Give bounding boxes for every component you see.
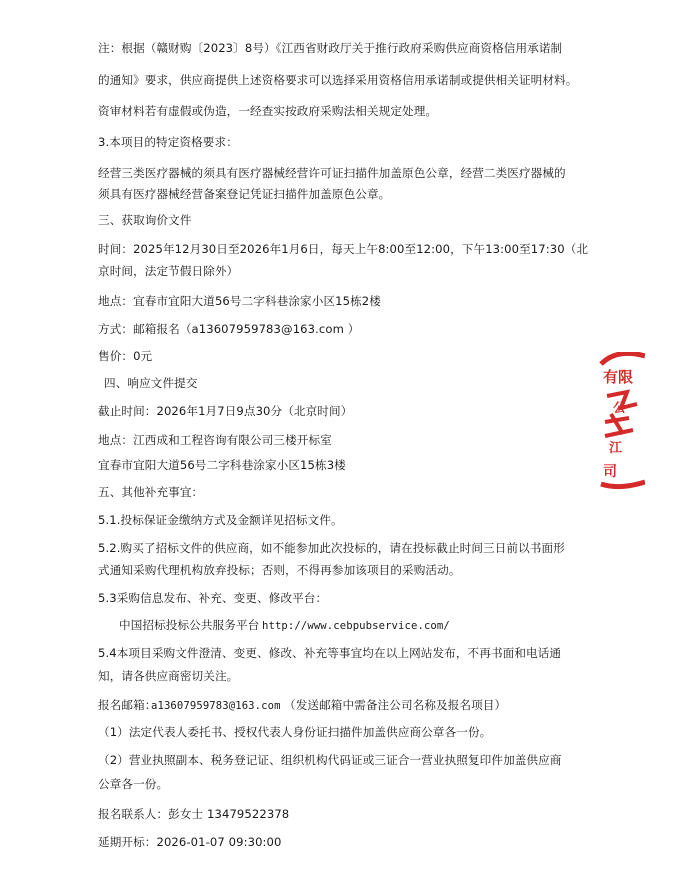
svg-text:公: 公 bbox=[613, 401, 627, 416]
deadline-line: 截止时间：2026年1月7日9点30分（北京时间） bbox=[98, 404, 353, 418]
requirement-2-line-1: （2）营业执照副本、税务登记证、组织机构代码证或三证合一营业执照复印件加盖供应商 bbox=[98, 753, 562, 767]
svg-text:司: 司 bbox=[603, 464, 617, 480]
platform-name: 中国招标投标公共服务平台 bbox=[119, 618, 260, 632]
section-heading-get-docs: 三、获取询价文件 bbox=[98, 213, 192, 227]
requirement-2-line-2: 公章各一份。 bbox=[98, 777, 169, 791]
requirement-line-1: 经营三类医疗器械的须具有医疗器械经营许可证扫描件加盖原色公章，经营二类医疗器械的 bbox=[98, 166, 566, 180]
time-line-2: 京时间，法定节假日除外） bbox=[98, 264, 239, 278]
note-line-1: 注：根据（赣财购〔2023〕8号）《江西省财政厅关于推行政府采购供应商资格信用承诺制 bbox=[98, 41, 563, 55]
item-5-3: 5.3采购信息发布、补充、变更、修改平台： bbox=[98, 591, 328, 605]
item-5-1: 5.1.投标保证金缴纳方式及金额详见招标文件。 bbox=[98, 513, 343, 527]
item-5-4-line-2: 知，请各供应商密切关注。 bbox=[98, 669, 239, 683]
section-3-heading: 3.本项目的特定资格要求： bbox=[98, 135, 238, 149]
company-seal-stamp bbox=[597, 352, 645, 490]
note-line-3: 资审材料若有虚假或伪造，一经查实按政府采购法相关规定处理。 bbox=[98, 104, 438, 118]
svg-text:有限: 有限 bbox=[603, 368, 634, 386]
platform-url[interactable]: http://www.cebpubservice.com/ bbox=[262, 620, 450, 632]
note-line-2: 的通知》要求，供应商提供上述资格要求可以选择采用资格信用承诺制或提供相关证明材料。 bbox=[98, 73, 578, 87]
method-line: 方式：邮箱报名（a13607959783@163.com ） bbox=[98, 322, 360, 336]
signup-email-note: （发送邮箱中需备注公司名称及报名项目） bbox=[284, 698, 507, 712]
section-heading-other: 五、其他补充事宜： bbox=[98, 485, 204, 499]
signup-email-address[interactable]: a13607959783@163.com bbox=[151, 700, 281, 712]
company-seal-icon bbox=[597, 352, 645, 490]
svg-text:江: 江 bbox=[609, 441, 623, 456]
item-5-4-line-1: 5.4本项目采购文件澄清、变更、修改、补充等事宜均在以上网站发布，不再书面和电话通 bbox=[98, 646, 562, 660]
contact-line: 报名联系人：彭女士 13479522378 bbox=[98, 807, 290, 821]
signup-email-label: 报名邮箱： bbox=[98, 698, 157, 712]
location-line: 地点：宜春市宜阳大道56号二字科巷涂家小区15栋2楼 bbox=[98, 294, 381, 308]
requirement-1: （1）法定代表人委托书、授权代表人身份证扫描件加盖供应商公章各一份。 bbox=[98, 725, 492, 739]
time-line-1: 时间：2025年12月30日至2026年1月6日，每天上午8:00至12:00，下午13:00至17:30（北 bbox=[98, 242, 589, 256]
item-5-2-line-2: 式通知采购代理机构放弃投标；否则，不得再参加该项目的采购活动。 bbox=[98, 563, 461, 577]
price-line: 售价：0元 bbox=[98, 349, 153, 363]
delayed-opening-line: 延期开标：2026-01-07 09:30:00 bbox=[98, 835, 282, 849]
submit-location-line: 地点：江西成和工程咨询有限公司三楼开标室 bbox=[98, 433, 332, 447]
submit-address-line: 宜春市宜阳大道56号二字科巷涂家小区15栋3楼 bbox=[98, 458, 346, 472]
section-heading-submit: 四、响应文件提交 bbox=[104, 376, 198, 390]
item-5-2-line-1: 5.2.购买了招标文件的供应商，如不能参加此次投标的，请在投标截止时间三日前以书面形 bbox=[98, 541, 565, 555]
requirement-line-2: 须具有医疗器械经营备案登记凭证扫描件加盖原色公章。 bbox=[98, 187, 391, 201]
